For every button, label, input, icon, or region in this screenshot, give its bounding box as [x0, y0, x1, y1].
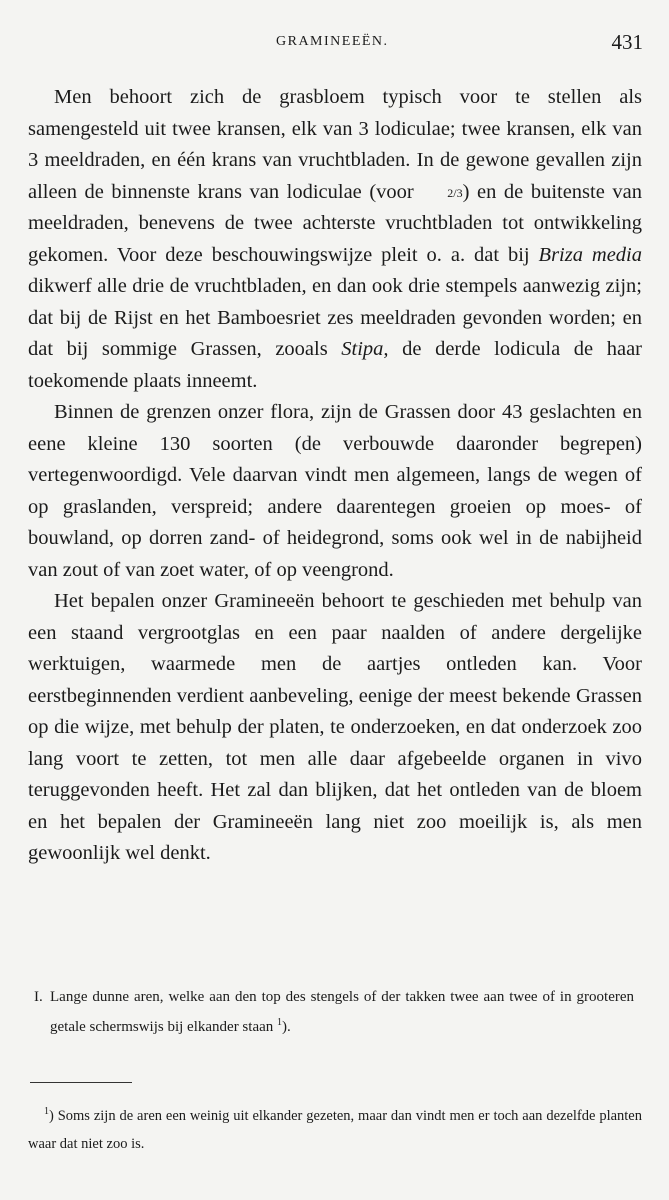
- italic-briza-media: Briza media: [538, 243, 642, 266]
- paragraph-3: Het bepalen onzer Gramineeën behoort te geschieden met behulp van een staand vergrootglas en een paar naalden of andere dergelijke werktuigen, waarmede men de aartjes ontleden kan. Voor eerstbeginnenden verdient aanbeveling, eenige der meest bekende Grassen op die wijze, met behulp der platen, te onderzoeken, en dat onderzoek zoo lang voort te zetten, tot men alle daar afgebeelde organen in vivo teruggevonden heeft. Het zal dan blijken, dat het ontleden van de bloem en het bepalen der Gramineeën lang niet zoo moeilijk is, als men gewoonlijk wel denkt.: [28, 590, 642, 864]
- footnote-marker: 1: [44, 1106, 49, 1117]
- key-item-number: I.: [34, 989, 43, 1005]
- key-item: [34, 985, 634, 1040]
- paragraph-1-part-b: ) en de buitenste van meeldraden, benevens de twee achterste vruchtbladen tot ontwikkeling gekomen. Voor deze beschouwingswijze pleit o. a. dat bij: [28, 180, 642, 266]
- footnote-ref: 1: [277, 1017, 283, 1028]
- running-title: GRAMINEEËN.: [276, 34, 389, 49]
- italic-stipa: Stipa,: [341, 338, 389, 360]
- fraction: 2/3: [447, 185, 463, 200]
- footnote: [28, 1098, 642, 1158]
- determination-key: [34, 985, 634, 1040]
- footnote-rule: [30, 1082, 132, 1083]
- key-item-body: Lange dunne aren, welke aan den top des stengels of der takken twee aan twee of in grooteren getale schermswijs bij elkander staan: [50, 989, 634, 1035]
- footnote-text: ) Soms zijn de aren een weinig uit elkander gezeten, maar dan vindt men er toch aan dezelfde planten waar dat niet zoo is.: [28, 1107, 642, 1152]
- running-head: [0, 30, 669, 60]
- body-text: [28, 82, 642, 870]
- key-item-text: [50, 985, 634, 1040]
- paragraph-1: [28, 82, 642, 397]
- paragraph-1-part-a: Men behoort zich de grasbloem typisch voor te stellen als samengesteld uit twee kransen, elk van 3 lodiculae; twee kransen, elk van 3 meeldraden, en één krans van vruchtbladen. In de gewone gevallen zijn alleen de binnenste krans van lodiculae (voor: [28, 86, 642, 203]
- page-number: 431: [611, 30, 643, 54]
- paragraph-2: Binnen de grenzen onzer flora, zijn de Grassen door 43 geslachten en eene kleine 130 soorten (de verbouwde daaronder begrepen) vertegenwoordigd. Vele daarvan vindt men algemeen, langs de wegen of op graslanden, verspreid; andere daarentegen groeien op moes- of bouwland, op dorren zand- of heidegrond, soms ook wel in de nabijheid van zout of van zoet water, of op veengrond.: [28, 401, 642, 581]
- paragraph-1-part-d: de derde lodicula de haar toekomende plaats inneemt.: [28, 338, 642, 392]
- paragraph-1-part-c: dikwerf alle drie de vruchtbladen, en dan ook drie stempels aanwezig zijn; dat bij de Rijst en het Bamboesriet zes meeldraden gevonden worden; en dat bij sommige Grassen, zooals: [28, 275, 642, 360]
- key-item-end: ).: [282, 1019, 291, 1035]
